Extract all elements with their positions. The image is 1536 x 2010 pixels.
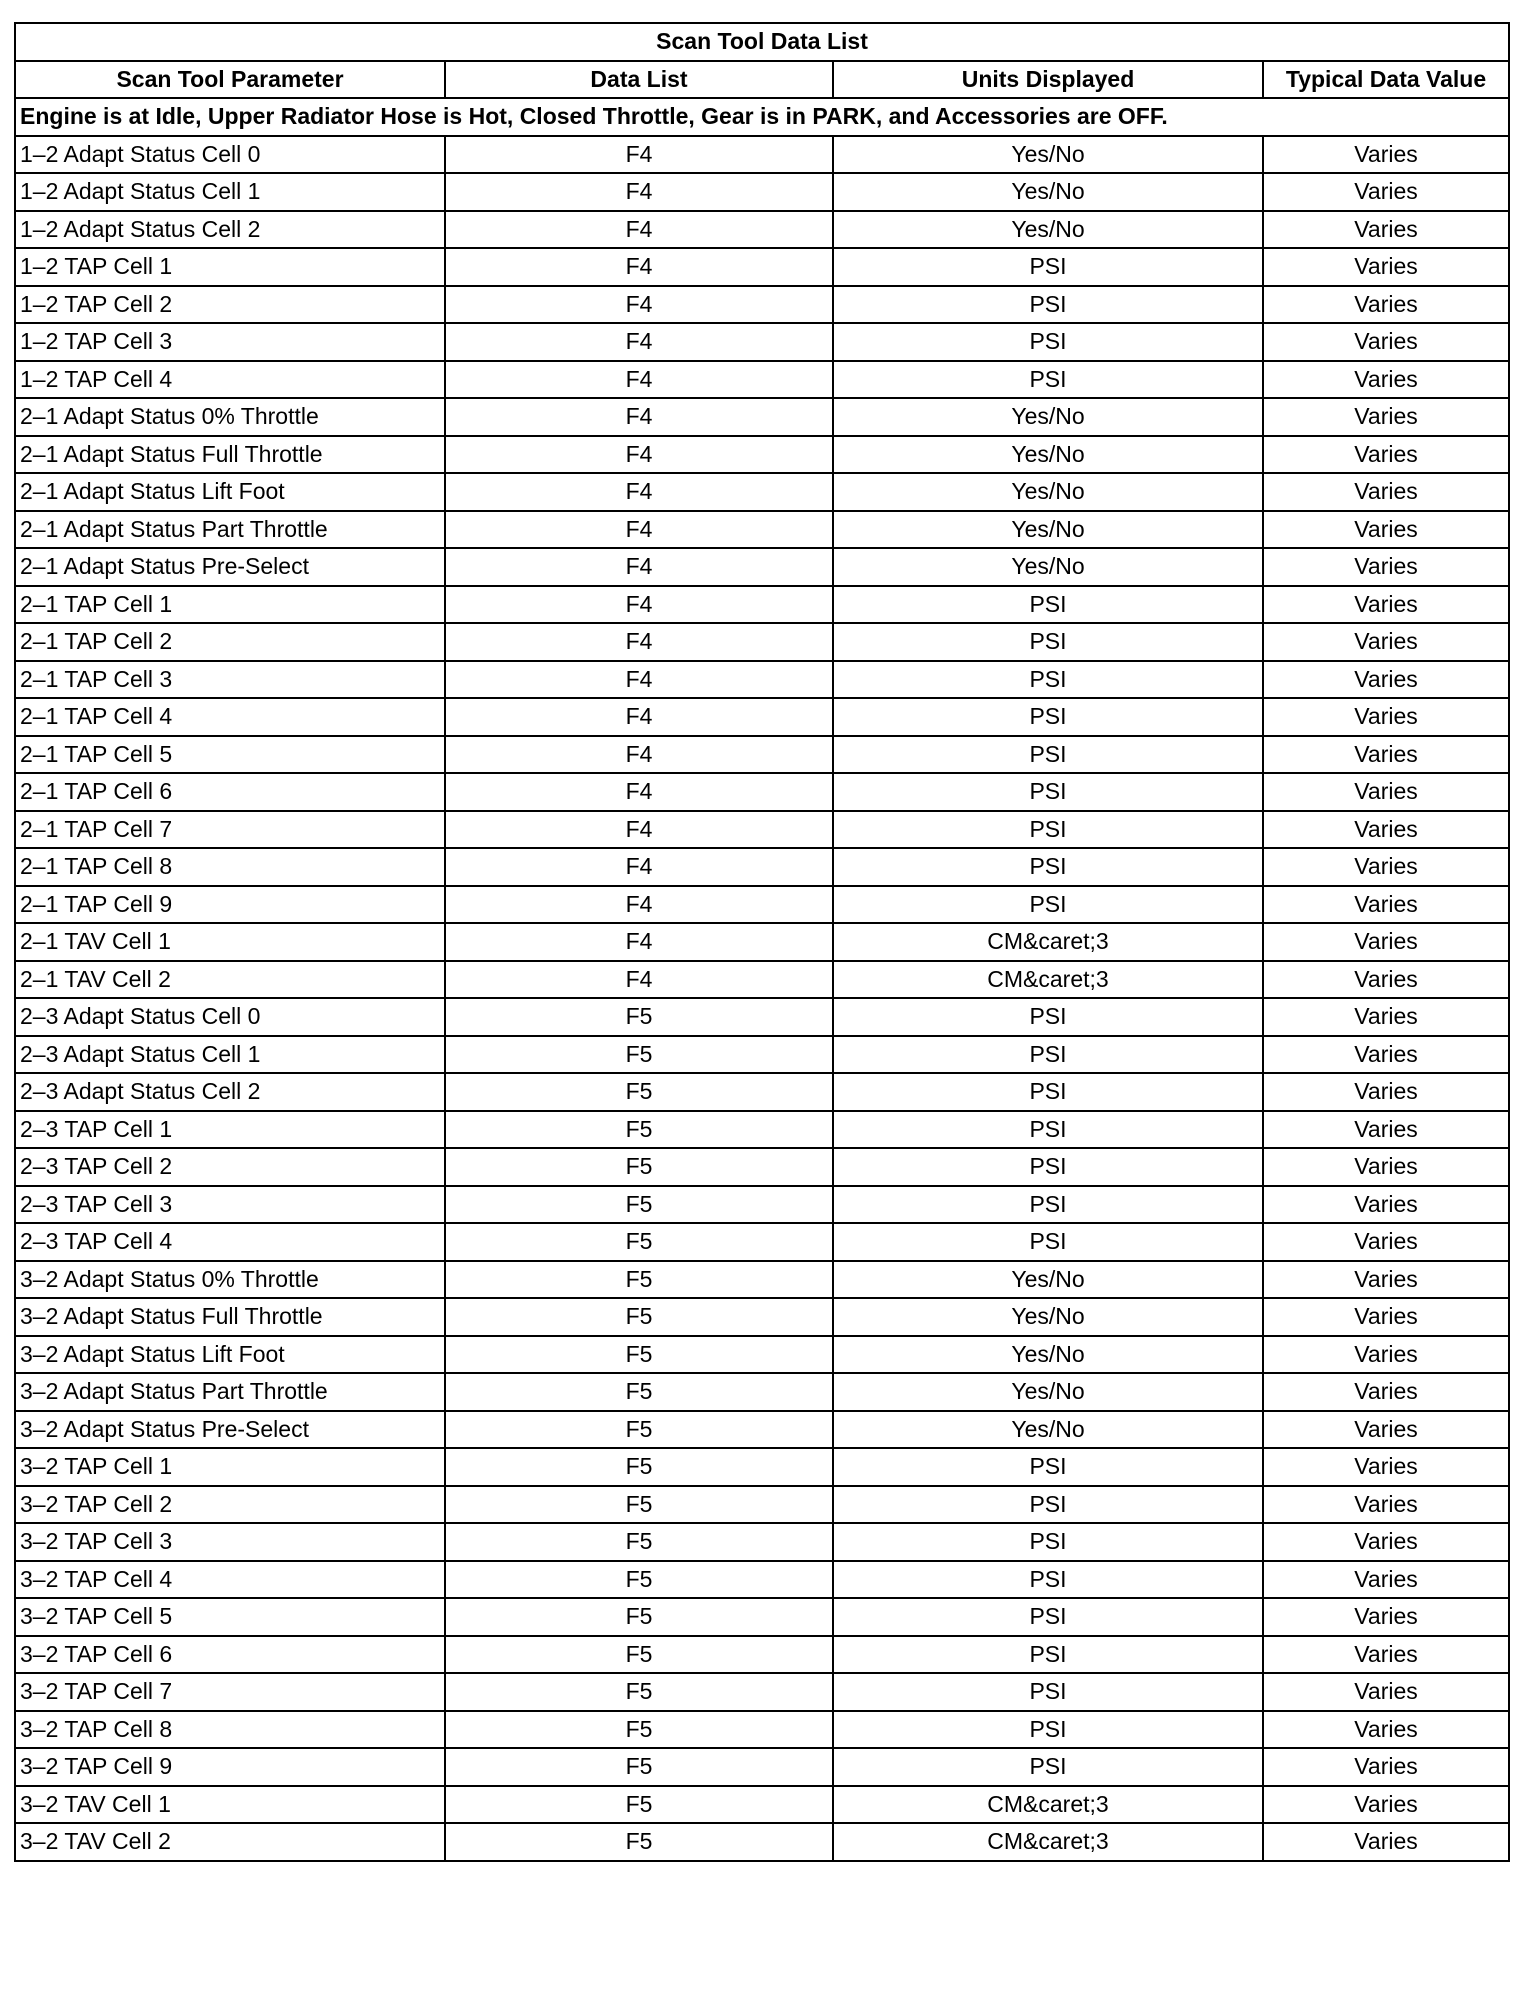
table-row — [15, 1598, 1509, 1636]
units-cell: Yes/No — [833, 473, 1263, 511]
parameter-cell: 3–2 Adapt Status Part Throttle — [15, 1373, 445, 1411]
typical-value-cell: Varies — [1263, 1148, 1509, 1186]
units-cell: Yes/No — [833, 436, 1263, 474]
data-list-cell: F4 — [445, 848, 833, 886]
units-cell: PSI — [833, 1561, 1263, 1599]
typical-value-cell: Varies — [1263, 548, 1509, 586]
parameter-cell: 2–1 Adapt Status Part Throttle — [15, 511, 445, 549]
parameter-cell: 1–2 TAP Cell 1 — [15, 248, 445, 286]
parameter-cell: 2–3 TAP Cell 1 — [15, 1111, 445, 1149]
units-cell: PSI — [833, 1673, 1263, 1711]
typical-value-cell: Varies — [1263, 961, 1509, 999]
table-row — [15, 436, 1509, 474]
table-row — [15, 1073, 1509, 1111]
parameter-cell: 2–1 TAP Cell 5 — [15, 736, 445, 774]
table-row — [15, 1036, 1509, 1074]
parameter-cell: 1–2 TAP Cell 2 — [15, 286, 445, 324]
parameter-cell: 2–1 TAP Cell 7 — [15, 811, 445, 849]
data-list-cell: F4 — [445, 248, 833, 286]
units-cell: PSI — [833, 698, 1263, 736]
table-row — [15, 473, 1509, 511]
typical-value-cell: Varies — [1263, 1186, 1509, 1224]
table-row — [15, 1561, 1509, 1599]
operating-condition: Engine is at Idle, Upper Radiator Hose is Hot, Closed Throttle, Gear is in PARK, and Accessories are OFF. — [15, 98, 1509, 136]
typical-value-cell: Varies — [1263, 1711, 1509, 1749]
table-row — [15, 1111, 1509, 1149]
parameter-cell: 2–1 TAP Cell 6 — [15, 773, 445, 811]
units-cell: PSI — [833, 886, 1263, 924]
parameter-cell: 2–1 Adapt Status 0% Throttle — [15, 398, 445, 436]
parameter-cell: 3–2 TAP Cell 8 — [15, 1711, 445, 1749]
data-list-cell: F5 — [445, 1636, 833, 1674]
data-list-cell: F5 — [445, 1073, 833, 1111]
table-row — [15, 773, 1509, 811]
units-cell: PSI — [833, 661, 1263, 699]
table-row — [15, 698, 1509, 736]
parameter-cell: 3–2 Adapt Status 0% Throttle — [15, 1261, 445, 1299]
units-cell: PSI — [833, 1598, 1263, 1636]
table-row — [15, 1486, 1509, 1524]
units-cell: PSI — [833, 361, 1263, 399]
table-row — [15, 1223, 1509, 1261]
parameter-cell: 3–2 TAP Cell 7 — [15, 1673, 445, 1711]
table-row — [15, 1711, 1509, 1749]
units-cell: Yes/No — [833, 1411, 1263, 1449]
typical-value-cell: Varies — [1263, 923, 1509, 961]
units-cell: PSI — [833, 1111, 1263, 1149]
parameter-cell: 3–2 TAP Cell 9 — [15, 1748, 445, 1786]
parameter-cell: 3–2 Adapt Status Pre-Select — [15, 1411, 445, 1449]
units-cell: PSI — [833, 586, 1263, 624]
typical-value-cell: Varies — [1263, 1598, 1509, 1636]
table-row — [15, 736, 1509, 774]
units-cell: PSI — [833, 1448, 1263, 1486]
data-list-cell: F4 — [445, 698, 833, 736]
units-cell: PSI — [833, 811, 1263, 849]
typical-value-cell: Varies — [1263, 1373, 1509, 1411]
units-cell: Yes/No — [833, 398, 1263, 436]
table-row — [15, 1373, 1509, 1411]
data-list-cell: F5 — [445, 1448, 833, 1486]
typical-value-cell: Varies — [1263, 1036, 1509, 1074]
parameter-cell: 1–2 TAP Cell 4 — [15, 361, 445, 399]
units-cell: Yes/No — [833, 136, 1263, 174]
typical-value-cell: Varies — [1263, 1223, 1509, 1261]
table-row — [15, 548, 1509, 586]
data-list-cell: F4 — [445, 961, 833, 999]
table-row — [15, 1823, 1509, 1861]
table-row — [15, 961, 1509, 999]
table-row — [15, 1748, 1509, 1786]
parameter-cell: 3–2 TAP Cell 2 — [15, 1486, 445, 1524]
condition-row — [15, 98, 1509, 136]
typical-value-cell: Varies — [1263, 136, 1509, 174]
data-list-cell: F4 — [445, 661, 833, 699]
table-row — [15, 1523, 1509, 1561]
data-list-cell: F5 — [445, 1111, 833, 1149]
header-units-displayed: Units Displayed — [833, 61, 1263, 99]
column-header-row — [15, 61, 1509, 99]
units-cell: PSI — [833, 998, 1263, 1036]
typical-value-cell: Varies — [1263, 1073, 1509, 1111]
data-list-cell: F5 — [445, 1336, 833, 1374]
parameter-cell: 3–2 TAV Cell 2 — [15, 1823, 445, 1861]
data-list-cell: F4 — [445, 398, 833, 436]
table-body — [15, 136, 1509, 1861]
typical-value-cell: Varies — [1263, 436, 1509, 474]
units-cell: CM&caret;3 — [833, 1786, 1263, 1824]
parameter-cell: 2–1 TAV Cell 2 — [15, 961, 445, 999]
table-row — [15, 1261, 1509, 1299]
parameter-cell: 1–2 Adapt Status Cell 0 — [15, 136, 445, 174]
scan-tool-data-table — [14, 22, 1510, 1862]
table-row — [15, 511, 1509, 549]
table-row — [15, 1298, 1509, 1336]
typical-value-cell: Varies — [1263, 1748, 1509, 1786]
table-row — [15, 661, 1509, 699]
units-cell: PSI — [833, 286, 1263, 324]
units-cell: Yes/No — [833, 173, 1263, 211]
table-row — [15, 286, 1509, 324]
data-list-cell: F4 — [445, 211, 833, 249]
units-cell: PSI — [833, 323, 1263, 361]
data-list-cell: F5 — [445, 1223, 833, 1261]
typical-value-cell: Varies — [1263, 511, 1509, 549]
typical-value-cell: Varies — [1263, 1523, 1509, 1561]
table-row — [15, 398, 1509, 436]
parameter-cell: 2–3 TAP Cell 2 — [15, 1148, 445, 1186]
table-row — [15, 173, 1509, 211]
data-list-cell: F4 — [445, 323, 833, 361]
typical-value-cell: Varies — [1263, 773, 1509, 811]
parameter-cell: 3–2 TAP Cell 5 — [15, 1598, 445, 1636]
table-row — [15, 1673, 1509, 1711]
parameter-cell: 1–2 Adapt Status Cell 1 — [15, 173, 445, 211]
data-list-cell: F5 — [445, 1523, 833, 1561]
typical-value-cell: Varies — [1263, 1448, 1509, 1486]
units-cell: PSI — [833, 1186, 1263, 1224]
typical-value-cell: Varies — [1263, 1336, 1509, 1374]
table-row — [15, 923, 1509, 961]
units-cell: CM&caret;3 — [833, 961, 1263, 999]
data-list-cell: F5 — [445, 1598, 833, 1636]
scan-tool-data-sheet — [14, 22, 1508, 1862]
data-list-cell: F5 — [445, 1261, 833, 1299]
units-cell: PSI — [833, 623, 1263, 661]
units-cell: Yes/No — [833, 1336, 1263, 1374]
table-row — [15, 323, 1509, 361]
typical-value-cell: Varies — [1263, 1486, 1509, 1524]
data-list-cell: F4 — [445, 586, 833, 624]
parameter-cell: 3–2 TAP Cell 4 — [15, 1561, 445, 1599]
typical-value-cell: Varies — [1263, 1786, 1509, 1824]
units-cell: PSI — [833, 773, 1263, 811]
typical-value-cell: Varies — [1263, 848, 1509, 886]
data-list-cell: F5 — [445, 1748, 833, 1786]
table-title-row — [15, 23, 1509, 61]
parameter-cell: 2–3 Adapt Status Cell 0 — [15, 998, 445, 1036]
units-cell: Yes/No — [833, 548, 1263, 586]
table-row — [15, 998, 1509, 1036]
table-row — [15, 586, 1509, 624]
data-list-cell: F5 — [445, 1186, 833, 1224]
data-list-cell: F5 — [445, 1411, 833, 1449]
parameter-cell: 2–1 TAP Cell 1 — [15, 586, 445, 624]
typical-value-cell: Varies — [1263, 323, 1509, 361]
parameter-cell: 2–1 TAP Cell 3 — [15, 661, 445, 699]
units-cell: PSI — [833, 248, 1263, 286]
header-typical-data-value: Typical Data Value — [1263, 61, 1509, 99]
typical-value-cell: Varies — [1263, 1298, 1509, 1336]
data-list-cell: F4 — [445, 286, 833, 324]
data-list-cell: F5 — [445, 1298, 833, 1336]
data-list-cell: F5 — [445, 998, 833, 1036]
parameter-cell: 3–2 TAV Cell 1 — [15, 1786, 445, 1824]
table-row — [15, 623, 1509, 661]
parameter-cell: 3–2 TAP Cell 6 — [15, 1636, 445, 1674]
data-list-cell: F5 — [445, 1673, 833, 1711]
units-cell: PSI — [833, 1486, 1263, 1524]
data-list-cell: F4 — [445, 173, 833, 211]
parameter-cell: 2–3 Adapt Status Cell 2 — [15, 1073, 445, 1111]
units-cell: PSI — [833, 736, 1263, 774]
parameter-cell: 1–2 TAP Cell 3 — [15, 323, 445, 361]
data-list-cell: F5 — [445, 1373, 833, 1411]
units-cell: PSI — [833, 1636, 1263, 1674]
parameter-cell: 3–2 Adapt Status Full Throttle — [15, 1298, 445, 1336]
data-list-cell: F4 — [445, 136, 833, 174]
table-row — [15, 886, 1509, 924]
header-data-list: Data List — [445, 61, 833, 99]
table-row — [15, 1411, 1509, 1449]
parameter-cell: 2–1 TAP Cell 4 — [15, 698, 445, 736]
table-row — [15, 848, 1509, 886]
parameter-cell: 2–3 TAP Cell 3 — [15, 1186, 445, 1224]
table-row — [15, 1336, 1509, 1374]
data-list-cell: F5 — [445, 1786, 833, 1824]
units-cell: Yes/No — [833, 1261, 1263, 1299]
data-list-cell: F4 — [445, 923, 833, 961]
data-list-cell: F4 — [445, 511, 833, 549]
data-list-cell: F5 — [445, 1148, 833, 1186]
table-row — [15, 1448, 1509, 1486]
typical-value-cell: Varies — [1263, 1673, 1509, 1711]
table-title: Scan Tool Data List — [15, 23, 1509, 61]
units-cell: PSI — [833, 1748, 1263, 1786]
parameter-cell: 2–3 Adapt Status Cell 1 — [15, 1036, 445, 1074]
units-cell: Yes/No — [833, 1298, 1263, 1336]
data-list-cell: F5 — [445, 1036, 833, 1074]
typical-value-cell: Varies — [1263, 661, 1509, 699]
table-row — [15, 811, 1509, 849]
units-cell: Yes/No — [833, 211, 1263, 249]
data-list-cell: F5 — [445, 1711, 833, 1749]
typical-value-cell: Varies — [1263, 473, 1509, 511]
data-list-cell: F4 — [445, 886, 833, 924]
table-row — [15, 1786, 1509, 1824]
typical-value-cell: Varies — [1263, 1636, 1509, 1674]
data-list-cell: F4 — [445, 473, 833, 511]
typical-value-cell: Varies — [1263, 361, 1509, 399]
data-list-cell: F4 — [445, 361, 833, 399]
parameter-cell: 3–2 TAP Cell 1 — [15, 1448, 445, 1486]
data-list-cell: F4 — [445, 548, 833, 586]
data-list-cell: F4 — [445, 436, 833, 474]
data-list-cell: F4 — [445, 623, 833, 661]
typical-value-cell: Varies — [1263, 811, 1509, 849]
data-list-cell: F4 — [445, 811, 833, 849]
parameter-cell: 2–3 TAP Cell 4 — [15, 1223, 445, 1261]
units-cell: PSI — [833, 1073, 1263, 1111]
typical-value-cell: Varies — [1263, 173, 1509, 211]
typical-value-cell: Varies — [1263, 286, 1509, 324]
units-cell: PSI — [833, 1711, 1263, 1749]
data-list-cell: F5 — [445, 1561, 833, 1599]
units-cell: PSI — [833, 848, 1263, 886]
typical-value-cell: Varies — [1263, 211, 1509, 249]
units-cell: PSI — [833, 1223, 1263, 1261]
table-row — [15, 1636, 1509, 1674]
typical-value-cell: Varies — [1263, 736, 1509, 774]
units-cell: PSI — [833, 1036, 1263, 1074]
table-row — [15, 361, 1509, 399]
typical-value-cell: Varies — [1263, 398, 1509, 436]
units-cell: CM&caret;3 — [833, 923, 1263, 961]
data-list-cell: F5 — [445, 1486, 833, 1524]
parameter-cell: 3–2 Adapt Status Lift Foot — [15, 1336, 445, 1374]
typical-value-cell: Varies — [1263, 998, 1509, 1036]
typical-value-cell: Varies — [1263, 886, 1509, 924]
typical-value-cell: Varies — [1263, 1561, 1509, 1599]
units-cell: PSI — [833, 1148, 1263, 1186]
parameter-cell: 2–1 Adapt Status Full Throttle — [15, 436, 445, 474]
parameter-cell: 1–2 Adapt Status Cell 2 — [15, 211, 445, 249]
parameter-cell: 2–1 TAP Cell 2 — [15, 623, 445, 661]
table-row — [15, 136, 1509, 174]
table-row — [15, 1148, 1509, 1186]
typical-value-cell: Varies — [1263, 1411, 1509, 1449]
parameter-cell: 2–1 TAP Cell 8 — [15, 848, 445, 886]
table-row — [15, 248, 1509, 286]
data-list-cell: F4 — [445, 736, 833, 774]
parameter-cell: 3–2 TAP Cell 3 — [15, 1523, 445, 1561]
typical-value-cell: Varies — [1263, 586, 1509, 624]
data-list-cell: F4 — [445, 773, 833, 811]
units-cell: Yes/No — [833, 511, 1263, 549]
parameter-cell: 2–1 Adapt Status Lift Foot — [15, 473, 445, 511]
parameter-cell: 2–1 Adapt Status Pre-Select — [15, 548, 445, 586]
data-list-cell: F5 — [445, 1823, 833, 1861]
typical-value-cell: Varies — [1263, 1823, 1509, 1861]
parameter-cell: 2–1 TAP Cell 9 — [15, 886, 445, 924]
units-cell: Yes/No — [833, 1373, 1263, 1411]
parameter-cell: 2–1 TAV Cell 1 — [15, 923, 445, 961]
typical-value-cell: Varies — [1263, 248, 1509, 286]
header-scan-tool-parameter: Scan Tool Parameter — [15, 61, 445, 99]
typical-value-cell: Varies — [1263, 1261, 1509, 1299]
units-cell: PSI — [833, 1523, 1263, 1561]
table-row — [15, 211, 1509, 249]
typical-value-cell: Varies — [1263, 623, 1509, 661]
units-cell: CM&caret;3 — [833, 1823, 1263, 1861]
typical-value-cell: Varies — [1263, 1111, 1509, 1149]
table-row — [15, 1186, 1509, 1224]
typical-value-cell: Varies — [1263, 698, 1509, 736]
